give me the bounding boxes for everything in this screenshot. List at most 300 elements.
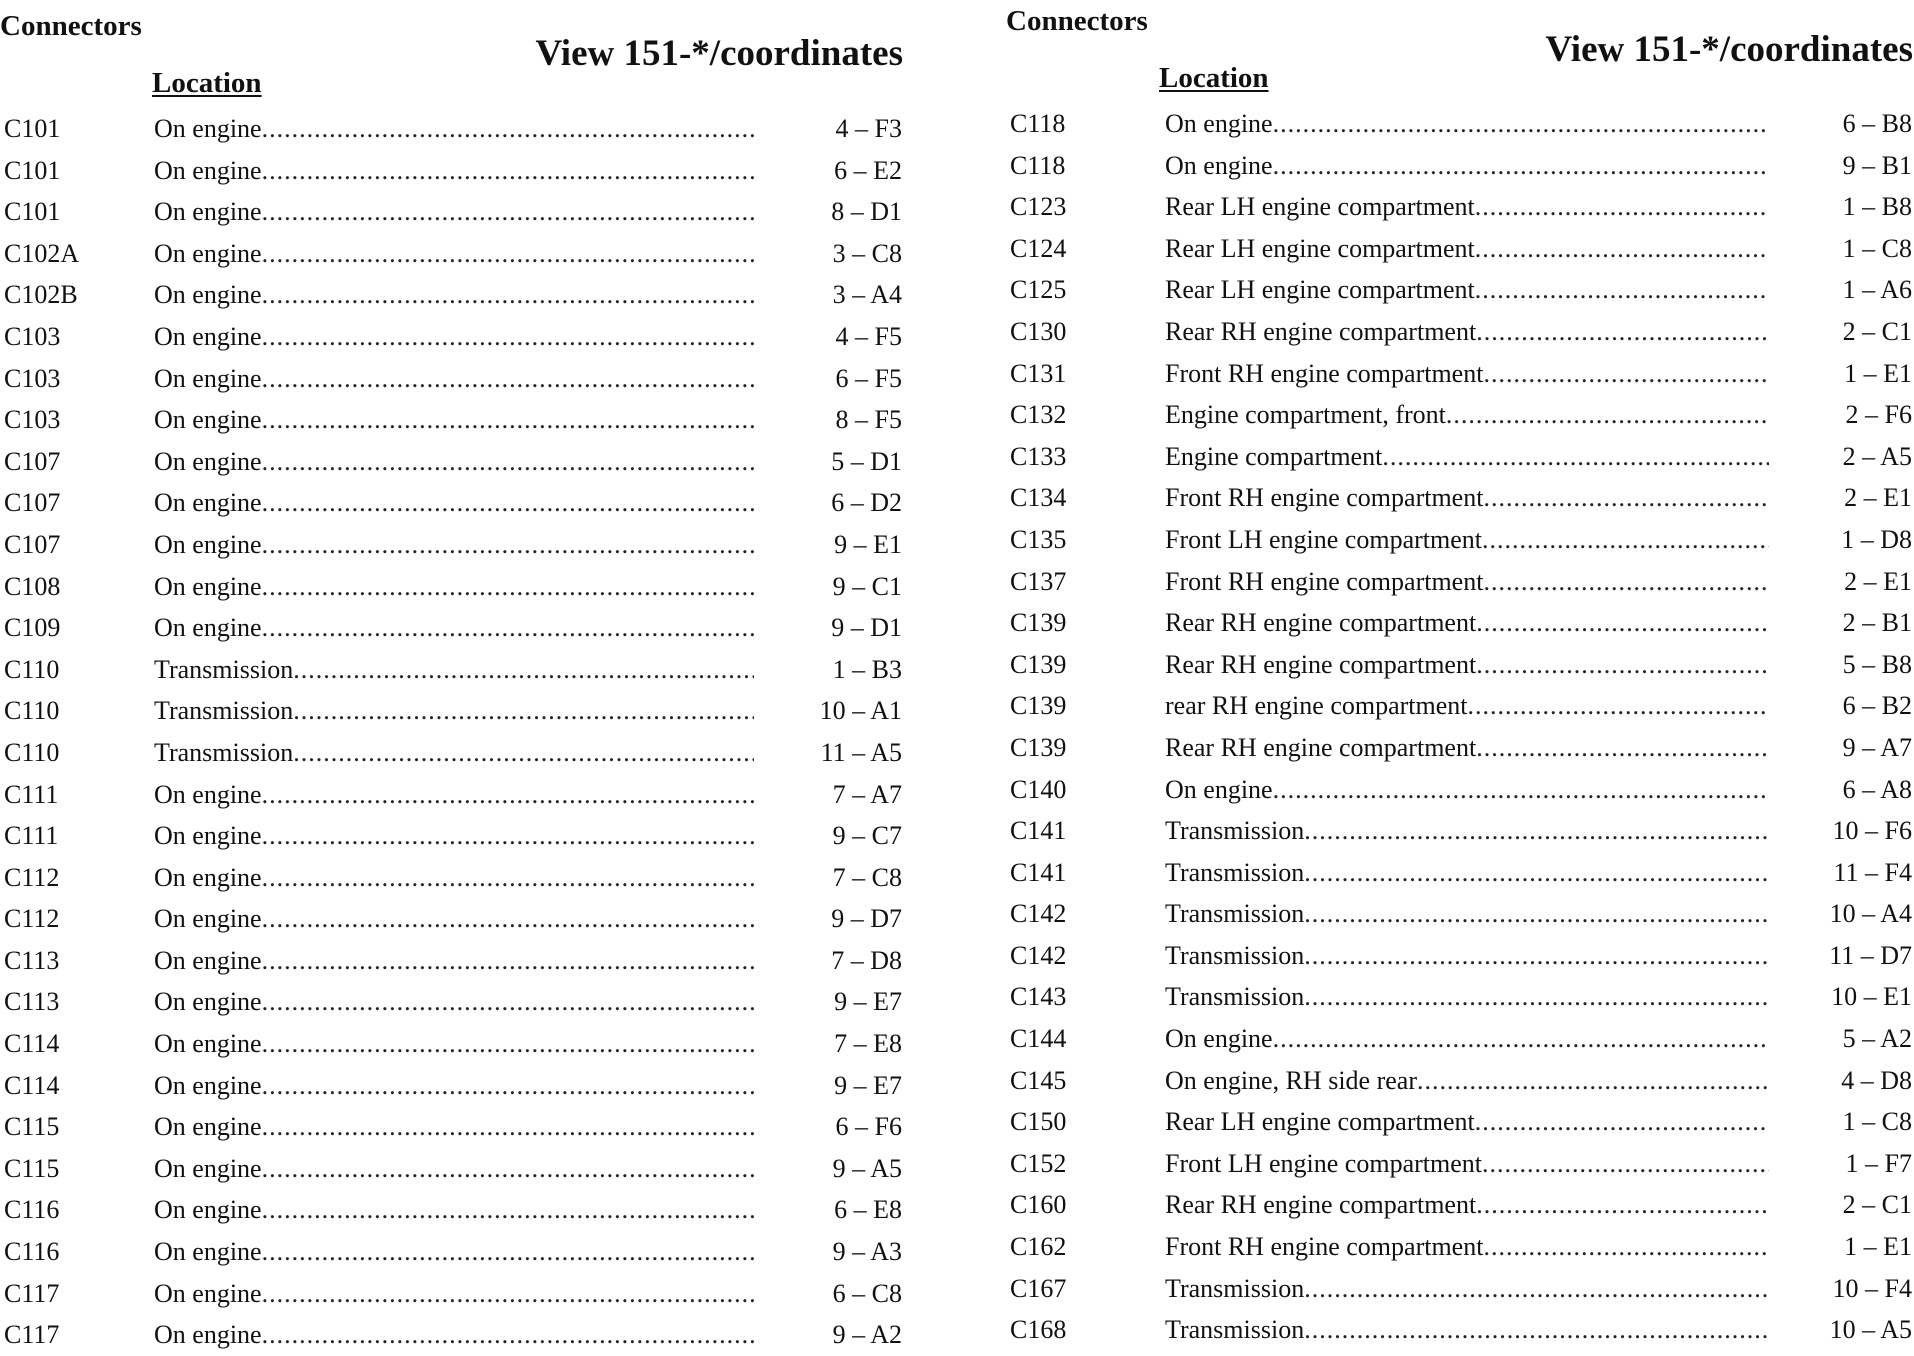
table-row (0, 857, 910, 899)
dot-leader (1475, 1101, 1769, 1143)
dot-leader (262, 940, 754, 982)
connector-location: rear RH engine compartment (1165, 691, 1468, 721)
connector-location: Transmission (1165, 816, 1305, 846)
dot-leader (1304, 1268, 1769, 1310)
view-coordinate: 2 – F6 (1845, 400, 1912, 430)
view-coordinate: 10 – A4 (1829, 899, 1912, 929)
dot-leader (1476, 644, 1769, 686)
view-coordinate: 6 – C8 (832, 1278, 902, 1308)
connector-location-cell (154, 1023, 754, 1065)
connector-location: On engine (154, 488, 262, 518)
connector-location-cell (1165, 561, 1769, 603)
view-heading: View 151-*/coordinates (535, 33, 903, 74)
connector-location: On engine (154, 1237, 262, 1267)
table-row (0, 1189, 910, 1231)
connector-location: Rear RH engine compartment (1165, 608, 1477, 638)
dot-leader (262, 774, 754, 816)
table-row (0, 358, 910, 400)
connector-location-cell (1165, 893, 1769, 935)
connector-id: C124 (1010, 233, 1067, 263)
connector-location-cell (154, 940, 754, 982)
connector-location-cell (154, 399, 754, 441)
connector-location-cell (1165, 852, 1769, 894)
connector-location: Transmission (154, 654, 294, 684)
table-row (0, 815, 910, 857)
dot-leader (1273, 145, 1769, 187)
connector-location-cell (1165, 353, 1769, 395)
table-row (1006, 353, 1914, 395)
connector-location-cell (154, 566, 754, 608)
table-row (0, 607, 910, 649)
view-coordinate: 3 – C8 (832, 238, 902, 268)
connector-id: C114 (4, 1029, 60, 1059)
connector-location: Rear RH engine compartment (1165, 732, 1477, 762)
connector-location: On engine (154, 1195, 262, 1225)
dot-leader (1482, 1143, 1769, 1185)
connector-id: C139 (1010, 608, 1067, 638)
connector-location: Rear LH engine compartment (1165, 233, 1475, 263)
column-title: Connectors (1006, 5, 1148, 37)
connector-location: On engine (154, 1112, 262, 1142)
connector-location: Rear LH engine compartment (1165, 275, 1475, 305)
connector-location: On engine (154, 1153, 262, 1183)
connector-location: On engine (154, 280, 262, 310)
table-row (1006, 103, 1914, 145)
connector-id: C168 (1010, 1315, 1067, 1345)
connector-id: C103 (4, 363, 61, 393)
connector-location-cell (154, 150, 754, 192)
connector-id: C109 (4, 613, 61, 643)
table-row (1006, 935, 1914, 977)
connector-id: C101 (4, 114, 61, 143)
dot-leader (1475, 186, 1769, 228)
connector-id: C133 (1010, 441, 1067, 471)
connector-location-cell (1165, 935, 1769, 977)
dot-leader (1476, 602, 1769, 644)
dot-leader (1273, 1018, 1769, 1060)
dot-leader (1304, 893, 1769, 935)
view-coordinate: 5 – D1 (831, 446, 902, 476)
connector-location-cell (154, 981, 754, 1023)
connector-id: C160 (1010, 1190, 1067, 1220)
view-coordinate: 9 – C1 (832, 571, 902, 601)
connector-location: On engine (154, 945, 262, 975)
view-coordinate: 9 – A3 (832, 1237, 902, 1267)
table-row (0, 108, 910, 150)
view-coordinate: 1 – B8 (1842, 192, 1912, 222)
connector-location: On engine (154, 321, 262, 351)
connector-location-cell (1165, 1143, 1769, 1185)
connector-id: C114 (4, 1070, 60, 1100)
connector-location: On engine (1165, 109, 1273, 138)
connector-location: Engine compartment (1165, 441, 1383, 471)
dot-leader (262, 1106, 754, 1148)
view-coordinate: 11 – D7 (1829, 940, 1912, 970)
view-coordinate: 4 – D8 (1841, 1065, 1912, 1095)
left-column (0, 0, 910, 1350)
connector-id: C102A (4, 238, 80, 268)
connector-location-cell (154, 233, 754, 275)
table-row (0, 399, 910, 441)
location-heading: Location (152, 67, 262, 99)
view-coordinate: 2 – B1 (1842, 608, 1912, 638)
connector-id: C131 (1010, 358, 1067, 388)
dot-leader (262, 441, 754, 483)
connector-location-cell (1165, 186, 1769, 228)
connector-location-cell (154, 607, 754, 649)
table-row (1006, 1101, 1914, 1143)
table-row (0, 316, 910, 358)
connector-location: On engine (1165, 1024, 1273, 1054)
table-row (1006, 1018, 1914, 1060)
connector-location-cell (154, 108, 754, 150)
connector-location: Front RH engine compartment (1165, 483, 1484, 513)
connector-location: Transmission (1165, 899, 1305, 929)
connector-id: C142 (1010, 940, 1067, 970)
connector-location-cell (154, 898, 754, 940)
view-coordinate: 4 – F5 (835, 321, 902, 351)
table-row (0, 1148, 910, 1190)
dot-leader (262, 274, 754, 316)
view-coordinate: 1 – F7 (1845, 1148, 1912, 1178)
dot-leader (293, 732, 754, 774)
connector-location: On engine (154, 529, 262, 559)
connector-location: On engine (154, 1278, 262, 1308)
table-row (0, 1231, 910, 1273)
table-row (1006, 311, 1914, 353)
connector-location: Front RH engine compartment (1165, 358, 1484, 388)
connector-location: Front LH engine compartment (1165, 1148, 1482, 1178)
connector-id: C123 (1010, 192, 1067, 222)
connector-id: C102B (4, 280, 78, 310)
dot-leader (1446, 394, 1769, 436)
connector-id: C132 (1010, 400, 1067, 430)
view-heading: View 151-*/coordinates (1545, 29, 1913, 70)
table-row (1006, 561, 1914, 603)
dot-leader (262, 1231, 754, 1273)
dot-leader (262, 1148, 754, 1190)
connector-location: Rear RH engine compartment (1165, 316, 1477, 346)
dot-leader (1417, 1060, 1769, 1102)
dot-leader (262, 1065, 754, 1107)
connector-location: On engine (154, 238, 262, 268)
dot-leader (1483, 353, 1769, 395)
table-row (0, 566, 910, 608)
dot-leader (1304, 810, 1769, 852)
dot-leader (1468, 685, 1770, 727)
connector-location-cell (154, 815, 754, 857)
connector-id: C162 (1010, 1232, 1067, 1262)
connector-location-cell (1165, 1101, 1769, 1143)
connector-id: C141 (1010, 816, 1067, 846)
view-coordinate: 2 – C1 (1842, 1190, 1912, 1220)
table-row (1006, 269, 1914, 311)
view-coordinate: 7 – E8 (834, 1029, 902, 1059)
view-coordinate: 6 – E2 (834, 155, 902, 185)
connector-location-cell (1165, 769, 1769, 811)
connector-location: Transmission (154, 696, 294, 726)
view-coordinate: 6 – A8 (1842, 774, 1912, 804)
connector-id: C113 (4, 945, 60, 975)
dot-leader (262, 566, 754, 608)
connector-location: On engine (154, 904, 262, 934)
connector-location: On engine (154, 987, 262, 1017)
table-row (1006, 602, 1914, 644)
dot-leader (1304, 1309, 1769, 1351)
connector-location: On engine (154, 779, 262, 809)
connector-id: C167 (1010, 1273, 1067, 1303)
right-column (1006, 0, 1914, 1344)
view-coordinate: 2 – A5 (1842, 441, 1912, 471)
view-coordinate: 10 – A5 (1829, 1315, 1912, 1345)
view-coordinate: 9 – E1 (834, 529, 902, 559)
connector-location: Transmission (1165, 940, 1305, 970)
connector-id: C150 (1010, 1107, 1067, 1137)
connector-id: C107 (4, 446, 61, 476)
connector-location: Transmission (1165, 1273, 1305, 1303)
connector-id: C110 (4, 737, 60, 767)
connector-location: On engine (154, 405, 262, 435)
table-row (0, 940, 910, 982)
connector-location: Transmission (1165, 857, 1305, 887)
view-coordinate: 1 – A6 (1842, 275, 1912, 305)
connector-id: C112 (4, 904, 60, 934)
connector-location-cell (1165, 394, 1769, 436)
view-coordinate: 9 – D1 (831, 613, 902, 643)
dot-leader (262, 1314, 754, 1356)
view-coordinate: 2 – E1 (1844, 566, 1912, 596)
view-coordinate: 9 – E7 (834, 1070, 902, 1100)
view-coordinate: 1 – C8 (1842, 233, 1912, 263)
view-coordinate: 11 – A5 (820, 737, 902, 767)
connector-location: On engine (154, 1070, 262, 1100)
connector-list (0, 108, 910, 1356)
dot-leader (262, 607, 754, 649)
connector-id: C103 (4, 321, 61, 351)
connector-location-cell (154, 857, 754, 899)
dot-leader (262, 898, 754, 940)
table-row (0, 1065, 910, 1107)
connector-id: C141 (1010, 857, 1067, 887)
view-coordinate: 2 – C1 (1842, 316, 1912, 346)
view-coordinate: 10 – F4 (1832, 1273, 1912, 1303)
view-coordinate: 6 – D2 (831, 488, 902, 518)
connector-location-cell (1165, 1226, 1769, 1268)
table-row (1006, 852, 1914, 894)
view-coordinate: 7 – D8 (831, 945, 902, 975)
connector-id: C140 (1010, 774, 1067, 804)
table-row (0, 981, 910, 1023)
connector-location-cell (1165, 685, 1769, 727)
connector-location: On engine (1165, 150, 1273, 180)
view-coordinate: 1 – E1 (1844, 358, 1912, 388)
dot-leader (293, 649, 754, 691)
connector-location-cell (1165, 1060, 1769, 1102)
connector-id: C152 (1010, 1148, 1067, 1178)
connector-location-cell (1165, 477, 1769, 519)
table-row (0, 441, 910, 483)
dot-leader (1476, 727, 1769, 769)
table-row (1006, 1060, 1914, 1102)
connector-location: Rear RH engine compartment (1165, 1190, 1477, 1220)
table-row (0, 1106, 910, 1148)
dot-leader (1273, 103, 1769, 145)
connector-id: C107 (4, 488, 61, 518)
dot-leader (1483, 477, 1769, 519)
connector-location-cell (1165, 644, 1769, 686)
table-row (0, 274, 910, 316)
connector-location-cell (154, 1065, 754, 1107)
connector-id: C107 (4, 529, 61, 559)
view-coordinate: 5 – A2 (1842, 1024, 1912, 1054)
connector-location-cell (154, 441, 754, 483)
connector-id: C116 (4, 1195, 60, 1225)
connector-id: C125 (1010, 275, 1067, 305)
table-row (1006, 436, 1914, 478)
view-coordinate: 1 – E1 (1844, 1232, 1912, 1262)
connector-location-cell (1165, 810, 1769, 852)
connector-location-cell (1165, 519, 1769, 561)
view-coordinate: 9 – A5 (832, 1153, 902, 1183)
connector-location: On engine (1165, 774, 1273, 804)
connector-id: C144 (1010, 1024, 1067, 1054)
connector-location: Engine compartment, front (1165, 400, 1446, 430)
dot-leader (1482, 519, 1769, 561)
dot-leader (262, 1273, 754, 1315)
connector-id: C130 (1010, 316, 1067, 346)
connector-location: On engine (154, 821, 262, 851)
table-row (1006, 1184, 1914, 1226)
view-coordinate: 9 – E7 (834, 987, 902, 1017)
connector-id: C135 (1010, 524, 1067, 554)
connector-location: Front LH engine compartment (1165, 524, 1482, 554)
connector-location-cell (154, 274, 754, 316)
dot-leader (1476, 311, 1769, 353)
connector-id: C110 (4, 654, 60, 684)
table-row (1006, 186, 1914, 228)
dot-leader (262, 358, 754, 400)
connector-location-cell (154, 358, 754, 400)
connector-location-cell (154, 732, 754, 774)
connector-id: C108 (4, 571, 61, 601)
connector-location-cell (154, 774, 754, 816)
connector-id: C118 (1010, 109, 1066, 138)
dot-leader (1483, 1226, 1769, 1268)
view-coordinate: 10 – F6 (1832, 816, 1912, 846)
view-coordinate: 7 – C8 (832, 862, 902, 892)
dot-leader (1273, 769, 1769, 811)
dot-leader (262, 108, 754, 150)
connector-location: On engine (154, 613, 262, 643)
table-row (0, 150, 910, 192)
dot-leader (262, 482, 754, 524)
table-row (0, 524, 910, 566)
connector-location: On engine, RH side rear (1165, 1065, 1417, 1095)
connector-id: C103 (4, 405, 61, 435)
connector-location-cell (154, 191, 754, 233)
connector-id: C112 (4, 862, 60, 892)
dot-leader (1304, 935, 1769, 977)
connector-id: C145 (1010, 1065, 1067, 1095)
table-row (0, 898, 910, 940)
connector-id: C111 (4, 821, 59, 851)
connector-location-cell (1165, 1309, 1769, 1351)
table-row (0, 1314, 910, 1356)
table-row (1006, 976, 1914, 1018)
view-coordinate: 11 – F4 (1833, 857, 1912, 887)
connector-id: C134 (1010, 483, 1067, 513)
connector-location: Transmission (1165, 1315, 1305, 1345)
dot-leader (262, 815, 754, 857)
connector-id: C143 (1010, 982, 1067, 1012)
view-coordinate: 2 – E1 (1844, 483, 1912, 513)
connector-location: Transmission (154, 737, 294, 767)
connector-location-cell (154, 1314, 754, 1356)
connector-location-cell (1165, 145, 1769, 187)
view-coordinate: 10 – E1 (1831, 982, 1912, 1012)
connector-id: C139 (1010, 691, 1067, 721)
connector-id: C110 (4, 696, 60, 726)
connector-location-cell (1165, 727, 1769, 769)
view-coordinate: 7 – A7 (832, 779, 902, 809)
connector-location: On engine (154, 363, 262, 393)
view-coordinate: 6 – F6 (835, 1112, 902, 1142)
table-row (1006, 1268, 1914, 1310)
view-coordinate: 9 – C7 (832, 821, 902, 851)
connector-location-cell (1165, 602, 1769, 644)
dot-leader (1476, 1184, 1769, 1226)
connector-id: C101 (4, 155, 61, 185)
connector-id: C113 (4, 987, 60, 1017)
connector-location-cell (154, 690, 754, 732)
dot-leader (293, 690, 754, 732)
location-heading: Location (1159, 62, 1269, 94)
connector-id: C115 (4, 1112, 60, 1142)
connector-location: On engine (154, 1320, 262, 1350)
table-row (1006, 769, 1914, 811)
connector-location-cell (1165, 436, 1769, 478)
view-coordinate: 3 – A4 (832, 280, 902, 310)
connector-location: Rear LH engine compartment (1165, 192, 1475, 222)
view-coordinate: 8 – D1 (831, 197, 902, 227)
dot-leader (1304, 976, 1769, 1018)
connector-id: C142 (1010, 899, 1067, 929)
dot-leader (262, 399, 754, 441)
table-row (0, 690, 910, 732)
connector-location: On engine (154, 114, 262, 143)
dot-leader (262, 1189, 754, 1231)
table-row (1006, 1226, 1914, 1268)
view-coordinate: 6 – F5 (835, 363, 902, 393)
table-row (1006, 1143, 1914, 1185)
table-row (0, 649, 910, 691)
view-coordinate: 1 – B3 (832, 654, 902, 684)
view-coordinate: 10 – A1 (819, 696, 902, 726)
dot-leader (262, 981, 754, 1023)
connector-location: Front RH engine compartment (1165, 1232, 1484, 1262)
table-row (1006, 145, 1914, 187)
table-row (1006, 644, 1914, 686)
table-row (1006, 727, 1914, 769)
connector-id: C137 (1010, 566, 1067, 596)
table-row (0, 774, 910, 816)
connector-id: C117 (4, 1278, 60, 1308)
connector-id: C116 (4, 1237, 60, 1267)
dot-leader (1475, 269, 1769, 311)
dot-leader (262, 1023, 754, 1065)
connector-location-cell (1165, 976, 1769, 1018)
table-row (1006, 477, 1914, 519)
